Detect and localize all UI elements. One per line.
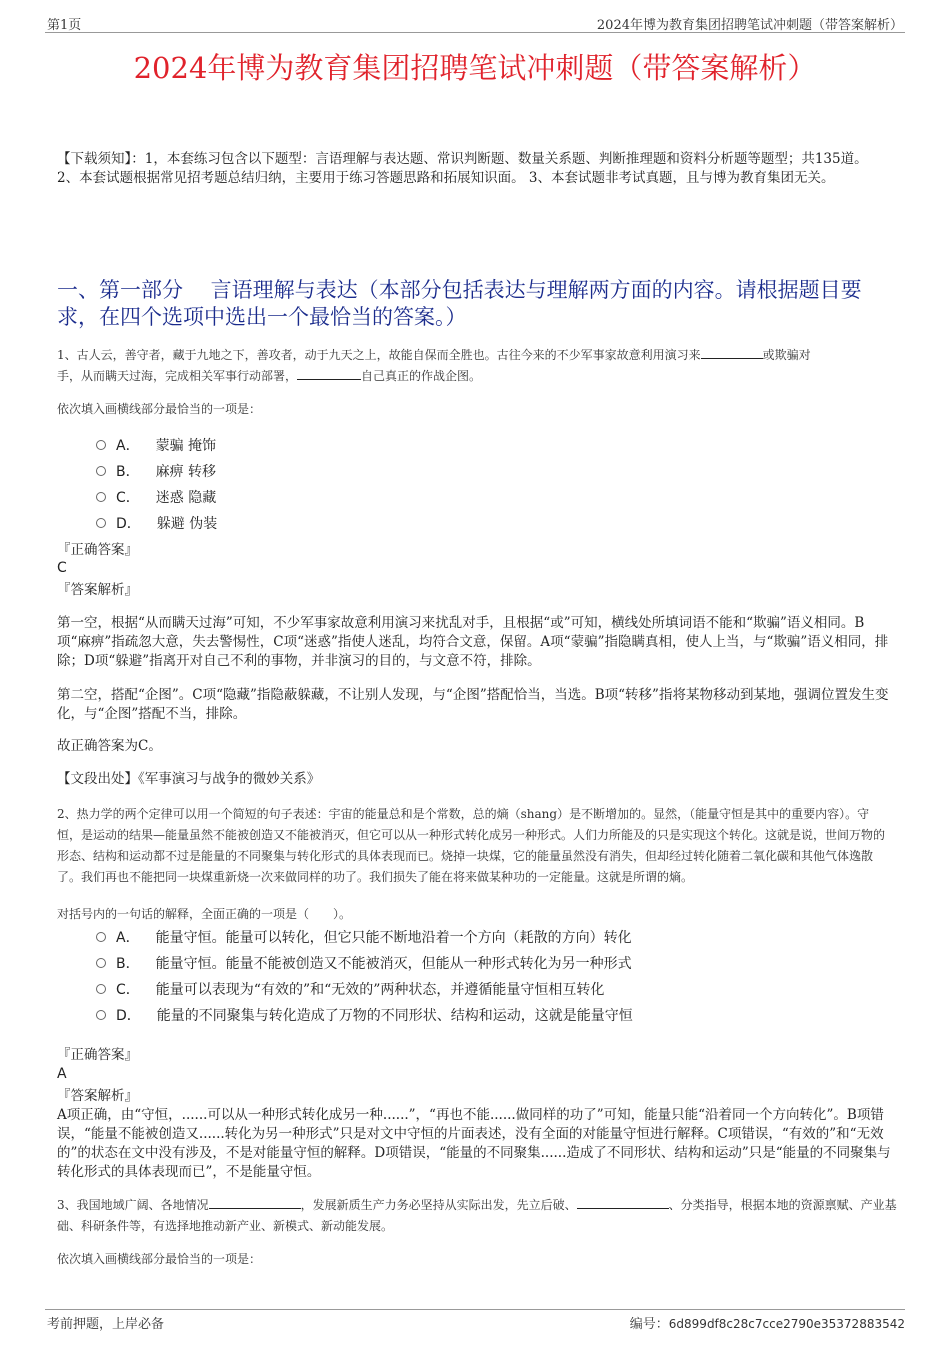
radio-button[interactable] bbox=[96, 440, 106, 450]
option-text: 麻痹 转移 bbox=[155, 464, 217, 480]
footer-divider bbox=[45, 1309, 905, 1310]
q2-option-a[interactable] bbox=[96, 926, 633, 948]
option-text: 迷惑 隐藏 bbox=[155, 490, 217, 506]
q2-question: 对括号内的一句话的解释，全面正确的一项是（ ）。 bbox=[57, 907, 352, 921]
q2-option-b[interactable] bbox=[96, 952, 633, 974]
question-2-stem: 2、热力学的两个定律可以用一个简短的句子表述：宇宙的能量总和是个常数，总的熵（shang）是不断增加的。显然，（能量守恒是其中的重要内容）。守恒，是运动的结果—能量虽然不能被创造又不能被消灭，但它可以从一种形式转化成另一种形式。人们力所能及的只是实现这个转化。这就是说，世间万物的形态、结构和运动都不过是能量的不同聚集与转化形式的具体表现而已。烧掉一块煤，它的能量虽然没有消失，但却经过转化随着二氧化碳和其他气体逸散了。我们再也不能把同一块煤重新烧一次来做同样的功了。我们损失了能在将来做某种功的一定能量。这就是所谓的熵。 bbox=[57, 807, 886, 884]
q1-stem-part-a: 1、古人云，善守者，藏于九地之下，善攻者，动于九天之上，故能自保而全胜也。古往今来的不少军事家故意利用演习来 bbox=[57, 348, 701, 362]
option-letter: D． bbox=[116, 516, 141, 532]
option-text: 蒙骗 掩饰 bbox=[155, 438, 217, 454]
q1-blank-2 bbox=[297, 367, 361, 380]
download-notice: 【下载须知】：1，本套练习包含以下题型：言语理解与表达题、常识判断题、数量关系题、判断推理题和资料分析题等题型；共135道。 2、本套试题根据常见招考题总结归纳，主要用于练习答题思路和拓展知识面。 3、本套试题非考试真题，且与博为教育集团无关。 bbox=[57, 151, 868, 186]
option-text: 能量的不同聚集与转化造成了万物的不同形状、结构和运动，这就是能量守恒 bbox=[156, 1008, 633, 1024]
q2-answer: A bbox=[57, 1066, 67, 1082]
page-title: 2024年博为教育集团招聘笔试冲刺题（带答案解析） bbox=[133, 51, 817, 85]
option-text: 躲避 伪装 bbox=[156, 516, 218, 532]
q2-options bbox=[96, 926, 633, 1026]
q1-option-d[interactable] bbox=[96, 512, 217, 534]
q3-instruction: 依次填入画横线部分最恰当的一项是： bbox=[57, 1252, 262, 1266]
q3-stem-part-b: ，发展新质生产力务必坚持从实际出发，先立后破、 bbox=[300, 1198, 577, 1212]
option-letter: C． bbox=[116, 490, 140, 506]
radio-button[interactable] bbox=[96, 984, 106, 994]
q1-option-c[interactable] bbox=[96, 486, 217, 508]
q1-source: 【文段出处】《军事演习与战争的微妙关系》 bbox=[57, 771, 321, 787]
option-letter: B． bbox=[116, 956, 140, 972]
page-number: 第1页 bbox=[47, 18, 82, 33]
q1-options bbox=[96, 434, 217, 534]
q1-stem-part-b: 或欺骗对 bbox=[762, 348, 811, 362]
q3-stem-part-c: 、分类指导，根据本地的资源禀赋、产业基础、科研条件等，有选择地推动新产业、新模式、新动能发展。 bbox=[57, 1198, 897, 1233]
q1-stem-part-d: 自己真正的作战企图。 bbox=[361, 369, 482, 383]
question-1-stem bbox=[57, 345, 897, 387]
q1-analysis-conclusion: 故正确答案为C。 bbox=[57, 738, 162, 754]
option-letter: A． bbox=[116, 930, 140, 946]
q3-blank-1 bbox=[209, 1196, 301, 1209]
option-letter: A． bbox=[116, 438, 140, 454]
radio-button[interactable] bbox=[96, 492, 106, 502]
q3-stem-part-a: 3、我国地域广阔、各地情况 bbox=[57, 1198, 209, 1212]
radio-button[interactable] bbox=[96, 466, 106, 476]
question-3-stem bbox=[57, 1195, 897, 1237]
radio-button[interactable] bbox=[96, 1010, 106, 1020]
q1-answer: C bbox=[57, 560, 67, 576]
option-text: 能量守恒。能量可以转化，但它只能不断地沿着一个方向（耗散的方向）转化 bbox=[155, 930, 632, 946]
option-text: 能量守恒。能量不能被创造又不能被消灭，但能从一种形式转化为另一种形式 bbox=[155, 956, 632, 972]
header-divider bbox=[45, 32, 905, 33]
footer-slogan: 考前押题，上岸必备 bbox=[47, 1317, 165, 1332]
q1-instruction: 依次填入画横线部分最恰当的一项是： bbox=[57, 402, 262, 416]
option-letter: C． bbox=[116, 982, 140, 998]
option-letter: B． bbox=[116, 464, 140, 480]
q1-answer-label: 『正确答案』 bbox=[57, 542, 138, 558]
radio-button[interactable] bbox=[96, 958, 106, 968]
q1-option-a[interactable] bbox=[96, 434, 217, 456]
radio-button[interactable] bbox=[96, 932, 106, 942]
q2-option-c[interactable] bbox=[96, 978, 633, 1000]
q1-stem-part-c: 手，从而瞒天过海，完成相关军事行动部署， bbox=[57, 369, 298, 383]
footer-code-label: 编号： bbox=[629, 1317, 669, 1332]
q1-analysis-label: 『答案解析』 bbox=[57, 582, 138, 598]
q1-analysis-paragraph-1: 第一空，根据“从而瞒天过海”可知，不少军事家故意利用演习来扰乱对手，且根据“或”可知，横线处所填词语不能和“欺骗”语义相同。B项“麻痹”指疏忽大意，失去警惕性，C项“迷惑”指使人迷乱，均符合文意，保留。A项“蒙骗”指隐瞒真相，使人上当，与“欺骗”语义相同，排除；D项“躲避”指离开对自己不利的事物，并非演习的目的，与文意不符，排除。 bbox=[57, 615, 889, 669]
option-text: 能量可以表现为“有效的”和“无效的”两种状态，并遵循能量守恒相互转化 bbox=[155, 982, 605, 998]
option-letter: D． bbox=[116, 1008, 141, 1024]
q1-blank-1 bbox=[701, 346, 763, 359]
q2-answer-label: 『正确答案』 bbox=[57, 1047, 138, 1063]
q2-option-d[interactable] bbox=[96, 1004, 633, 1026]
q1-analysis-paragraph-2: 第二空，搭配“企图”。C项“隐藏”指隐蔽躲藏，不让别人发现，与“企图”搭配恰当，当选。B项“转移”指将某物移动到某地，强调位置发生变化，与“企图”搭配不当，排除。 bbox=[57, 687, 889, 722]
header-doc-title: 2024年博为教育集团招聘笔试冲刺题（带答案解析） bbox=[596, 18, 903, 33]
q3-blank-2 bbox=[577, 1196, 669, 1209]
footer-code-value: 6d899df8c28c7cce2790e35372883542 bbox=[668, 1317, 905, 1331]
q1-option-b[interactable] bbox=[96, 460, 217, 482]
radio-button[interactable] bbox=[96, 518, 106, 528]
section-heading: 一、第一部分 言语理解与表达（本部分包括表达与理解两方面的内容。请根据题目要求，在四个选项中选出一个最恰当的答案。） bbox=[57, 278, 862, 329]
q2-analysis-label: 『答案解析』 bbox=[57, 1088, 138, 1104]
footer-code bbox=[630, 1313, 905, 1332]
q2-analysis: A项正确，由“守恒，......可以从一种形式转化成另一种......”，“再也不能......做同样的功了”可知，能量只能“沿着同一个方向转化”。B项错误，“能量不能被创造又......转化为另一种形式”只是对文中守恒的片面表述，没有全面的对能量守恒进行解释。C项错误，“有效的”和“无效的”的状态在文中没有涉及，不是对能量守恒的解释。D项错误，“能量的不同聚集......造成了不同形状、结构和运动”只是“能量的不同聚集与转化形式的具体表现而已”，不是能量守恒。 bbox=[57, 1107, 891, 1180]
